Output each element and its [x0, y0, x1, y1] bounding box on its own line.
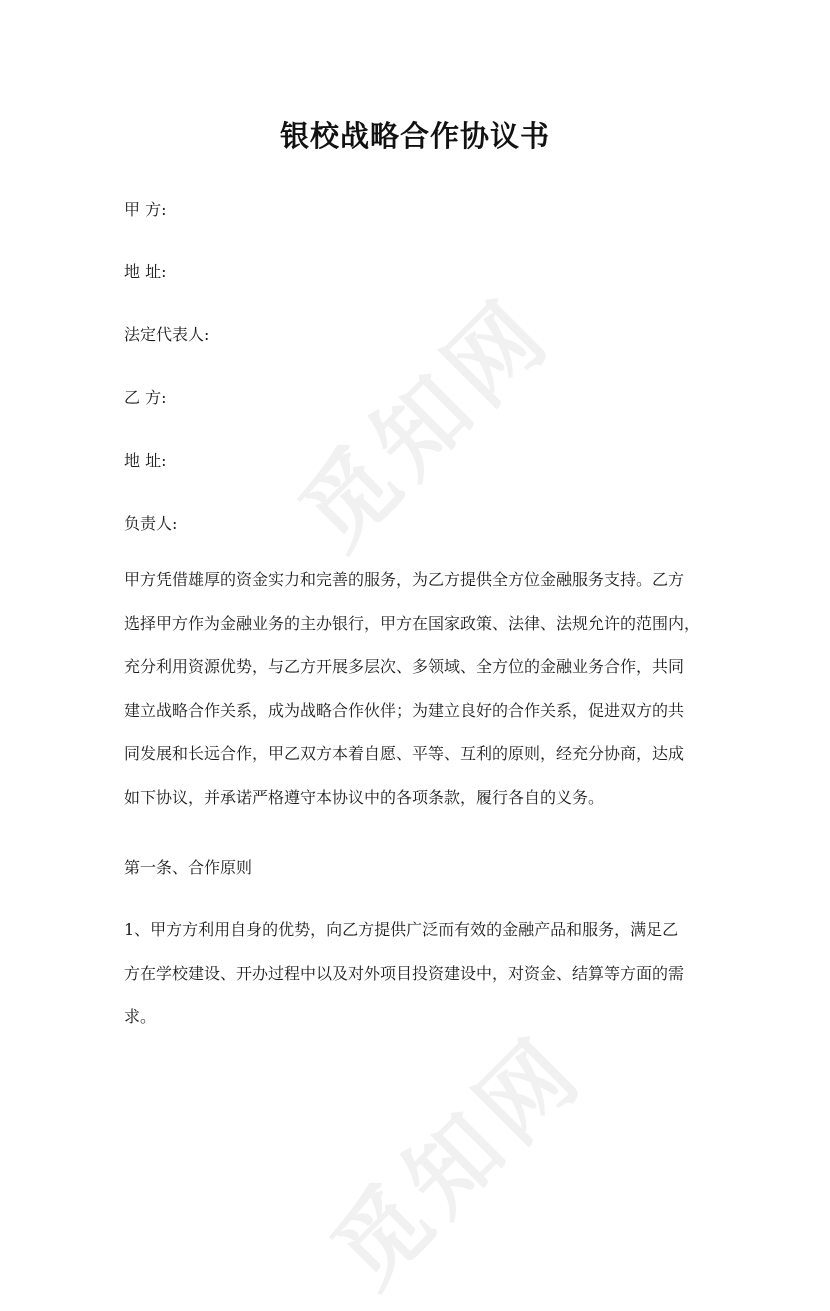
clause-line: 求。: [124, 1007, 157, 1026]
watermark: 觅知网: [280, 277, 573, 570]
intro-line: 如下协议，并承诺严格遵守本协议中的各项条款，履行各自的义务。: [124, 787, 605, 807]
party-b-field: 乙 方:: [124, 388, 167, 407]
party-a-address-field: 地 址:: [124, 262, 167, 281]
responsible-person-field: 负责人:: [124, 514, 178, 533]
document-title: 银校战略合作协议书: [279, 119, 550, 153]
clause-line: 1、甲方方利用自身的优势，向乙方提供广泛而有效的金融产品和服务，满足乙: [124, 920, 679, 939]
intro-line: 充分利用资源优势，与乙方开展多层次、多领域、全方位的金融业务合作，共同: [124, 657, 685, 676]
intro-paragraph: [124, 558, 714, 819]
intro-line: 选择甲方作为金融业务的主办银行，甲方在国家政策、法律、法规允许的范围内，: [124, 613, 701, 633]
clause-paragraph: [124, 908, 714, 1039]
legal-representative-field: 法定代表人:: [124, 325, 210, 344]
section-heading: 第一条、合作原则: [124, 858, 253, 877]
intro-line: 建立战略合作关系，成为战略合作伙伴；为建立良好的合作关系，促进双方的共: [124, 700, 685, 720]
intro-line: 甲方凭借雄厚的资金实力和完善的服务，为乙方提供全方位金融服务支持。乙方: [124, 570, 685, 589]
watermark: 觅知网: [312, 1015, 605, 1308]
party-a-field: 甲 方:: [124, 200, 167, 219]
party-b-address-field: 地 址:: [124, 451, 167, 470]
clause-line: 方在学校建设、开办过程中以及对外项目投资建设中，对资金、结算等方面的需: [124, 963, 685, 983]
intro-line: 同发展和长远合作，甲乙双方本着自愿、平等、互利的原则，经充分协商，达成: [124, 744, 685, 763]
